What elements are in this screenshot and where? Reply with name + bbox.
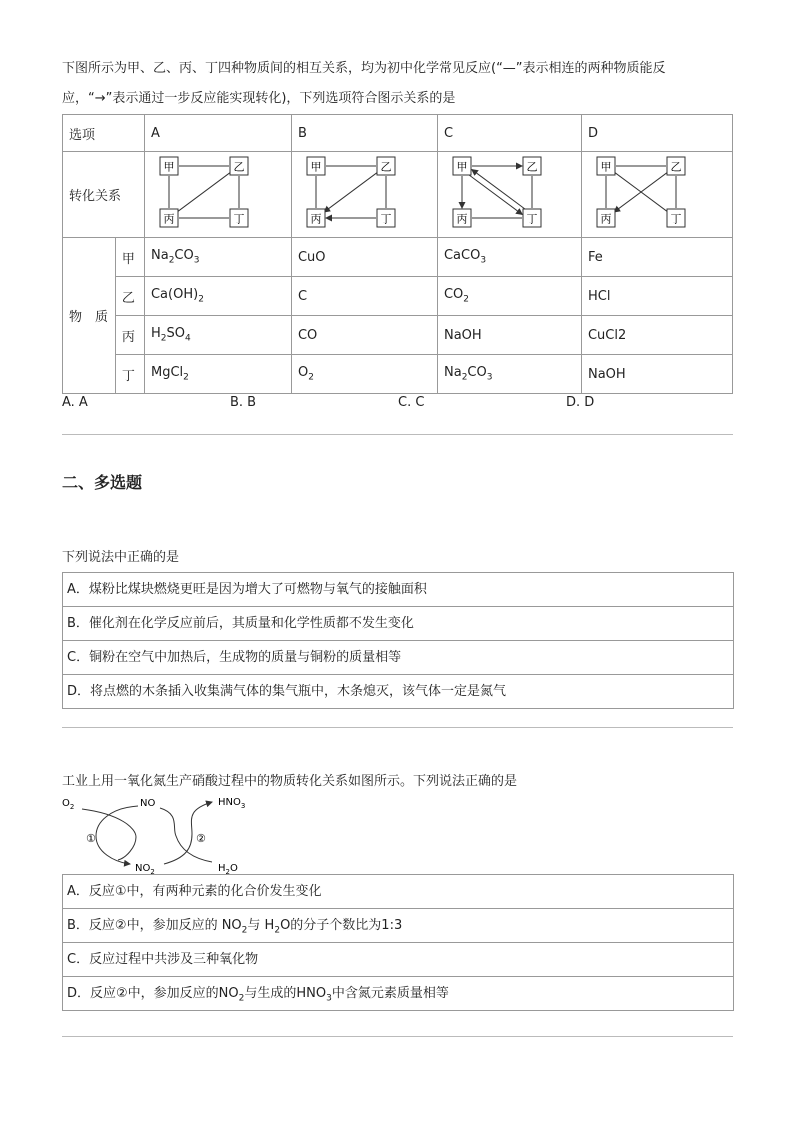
divider: [62, 434, 733, 435]
relation-arrow: [468, 174, 522, 214]
col-b: B: [291, 115, 437, 152]
cell: CaCO$_3$: [437, 238, 581, 277]
cell: $H_2SO_4$: [144, 316, 291, 355]
cell: Fe: [581, 238, 732, 277]
node-label-ding: 丁: [233, 212, 245, 226]
answer-b[interactable]: B. B: [230, 395, 257, 410]
node-label-jia: 甲: [310, 160, 322, 174]
cell: CO: [291, 316, 437, 355]
q2-options: [62, 572, 734, 709]
hno3-label: $HNO_3$: [218, 797, 246, 810]
q2-option-d[interactable]: D．将点燃的木条插入收集满气体的集气瓶中，木条熄灭，该气体一定是氮气: [67, 684, 507, 699]
node-label-ding: 丁: [380, 212, 392, 226]
no2-label: $NO_2$: [135, 863, 155, 874]
cell: MgCl$_2$: [144, 355, 291, 394]
diagram-a: [144, 152, 291, 238]
cell: $Ca(OH)_2$: [144, 277, 291, 316]
node-label-yi: 乙: [526, 160, 538, 174]
q3-option-b[interactable]: B．反应②中，参加反应的 $NO_2$与 $H_2O$的分子个数比为1:3: [63, 909, 733, 943]
node-label-bing: 丙: [310, 212, 322, 226]
diagram-c: [437, 152, 581, 238]
cell: NaOH: [581, 355, 732, 394]
row-name: 甲: [115, 238, 144, 277]
node-label-bing: 丙: [600, 212, 612, 226]
q3-option-a[interactable]: A．反应①中，有两种元素的化合价发生变化: [63, 875, 733, 909]
diagram-d: [581, 152, 732, 238]
cell: NaOH: [437, 316, 581, 355]
answer-d[interactable]: D. D: [566, 395, 595, 410]
no-label: NO: [140, 798, 156, 809]
q3-option-c[interactable]: C．反应过程中共涉及三种氧化物: [63, 943, 733, 977]
answer-c[interactable]: C. C: [398, 395, 425, 410]
q1-table: [62, 114, 733, 394]
q3-option-d[interactable]: D．反应②中，参加反应的$NO_2$与生成的$HNO_3$中含氮元素质量相等: [67, 986, 449, 1004]
node-label-yi: 乙: [233, 160, 245, 174]
q2-option-a[interactable]: A．煤粉比煤块燃烧更旺是因为增大了可燃物与氧气的接触面积: [63, 573, 733, 607]
row-name: 乙: [115, 277, 144, 316]
node-label-yi: 乙: [670, 160, 682, 174]
diagram-b: [291, 152, 437, 238]
q1-stem-line2: 应，“→”表示通过一步反应能实现转化)，下列选项符合图示关系的是: [62, 91, 456, 106]
step1-label: ①: [86, 832, 96, 845]
section-title: 二、多选题: [62, 473, 143, 492]
cell: C: [291, 277, 437, 316]
row-name: 丁: [115, 355, 144, 394]
substance-label: 物 质: [63, 238, 116, 394]
q2-stem: 下列说法中正确的是: [62, 550, 180, 565]
q2-option-c[interactable]: C．铜粉在空气中加热后，生成物的质量与铜粉的质量相等: [63, 641, 733, 675]
q2-option-b[interactable]: B．催化剂在化学反应前后，其质量和化学性质都不发生变化: [63, 607, 733, 641]
relation-arrow: [324, 172, 378, 212]
relation-line: [177, 172, 231, 212]
col-a: A: [144, 115, 291, 152]
divider: [62, 1036, 733, 1037]
node-label-yi: 乙: [380, 160, 392, 174]
cell: HCl: [581, 277, 732, 316]
cell: $CO_2$: [437, 277, 581, 316]
cell: $Na_2CO_3$: [437, 355, 581, 394]
q1-stem-line1: 下图所示为甲、乙、丙、丁四种物质间的相互关系，均为初中化学常见反应(“—”表示相连的两种物质能反: [62, 61, 666, 76]
col-d: D: [581, 115, 732, 152]
node-label-jia: 甲: [163, 160, 175, 174]
q3-stem: 工业上用一氧化氮生产硝酸过程中的物质转化关系如图所示。下列说法正确的是: [62, 774, 518, 789]
node-label-jia: 甲: [456, 160, 468, 174]
no-to-no2-arrow: [96, 806, 138, 864]
relation-label: 转化关系: [63, 152, 145, 238]
cell: $O_2$: [291, 355, 437, 394]
row-name: 丙: [115, 316, 144, 355]
cell: CuO: [291, 238, 437, 277]
relation-arrow: [472, 170, 526, 210]
node-label-jia: 甲: [600, 160, 612, 174]
node-label-bing: 丙: [456, 212, 468, 226]
node-label-ding: 丁: [526, 212, 538, 226]
node-label-bing: 丙: [163, 212, 175, 226]
o2-label: $O_2$: [62, 798, 75, 811]
cell: $Na_2CO_3$: [144, 238, 291, 277]
q3-cycle-diagram: [60, 792, 260, 874]
q3-options: [62, 874, 734, 1011]
node-label-ding: 丁: [670, 212, 682, 226]
cell: CuCl2: [581, 316, 732, 355]
divider: [62, 727, 733, 728]
header-label: 选项: [63, 115, 145, 152]
h2o-label: $H_2O$: [218, 863, 238, 874]
answer-a[interactable]: A. A: [62, 395, 88, 410]
step2-label: ②: [196, 832, 206, 845]
col-c: C: [437, 115, 581, 152]
